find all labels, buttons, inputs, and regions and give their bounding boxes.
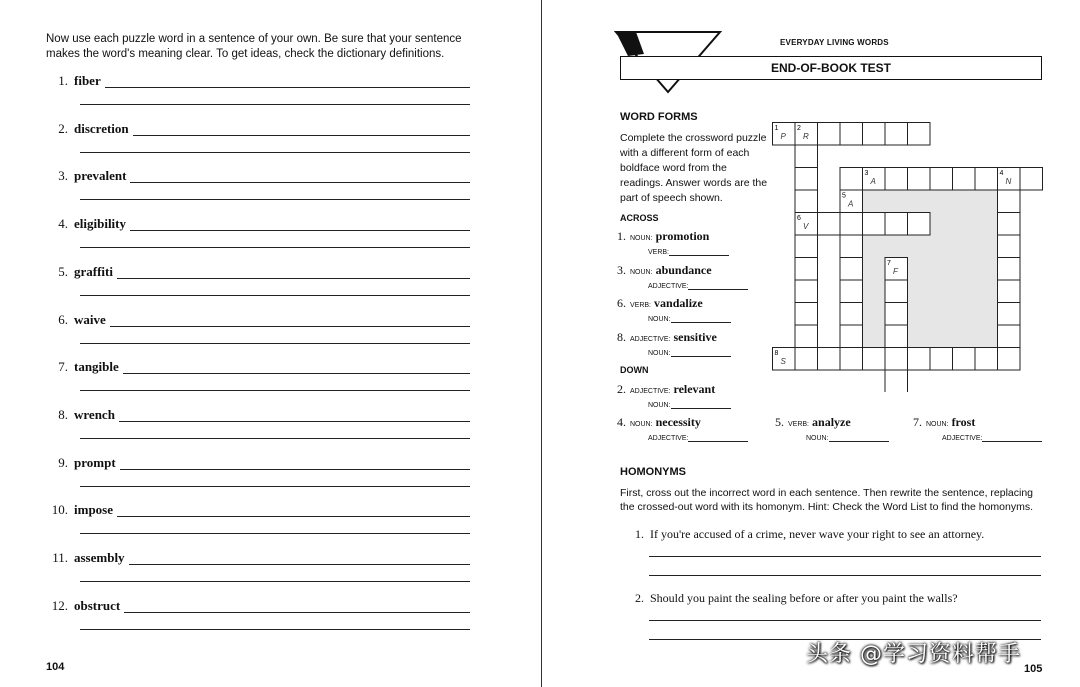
crossword-cell[interactable] bbox=[840, 123, 863, 146]
crossword-cell[interactable] bbox=[930, 168, 953, 191]
answer-line[interactable] bbox=[74, 516, 470, 517]
crossword-cell[interactable] bbox=[930, 348, 953, 371]
item-number: 6. bbox=[58, 311, 68, 327]
item-number: 11. bbox=[52, 550, 68, 565]
item-word: wrench bbox=[74, 407, 119, 423]
cell-letter: F bbox=[893, 267, 898, 276]
crossword-cell[interactable] bbox=[840, 213, 863, 236]
word-forms-heading: WORD FORMS bbox=[620, 111, 698, 123]
test-title: END-OF-BOOK TEST bbox=[620, 56, 1042, 80]
cell-number: 5 bbox=[842, 192, 846, 200]
item-word: graffiti bbox=[74, 264, 117, 280]
item-number: 2. bbox=[58, 120, 68, 136]
crossword-cell[interactable] bbox=[908, 213, 931, 236]
answer-line[interactable] bbox=[80, 104, 470, 105]
cell-number: 1 bbox=[774, 125, 779, 132]
crossword-cell[interactable] bbox=[998, 235, 1021, 258]
crossword-cell[interactable] bbox=[885, 280, 908, 303]
crossword-cell[interactable] bbox=[998, 348, 1021, 371]
cell-letter: A bbox=[870, 177, 876, 186]
sentence-item bbox=[48, 456, 470, 496]
down-heading: DOWN bbox=[620, 365, 649, 375]
answer-line[interactable] bbox=[74, 182, 470, 183]
answer-line[interactable] bbox=[74, 135, 470, 136]
crossword-cell[interactable] bbox=[998, 280, 1021, 303]
sentence-item bbox=[48, 265, 470, 305]
crossword-cell[interactable] bbox=[885, 325, 908, 348]
crossword-clue: 1. NOUN: promotion bbox=[617, 229, 710, 243]
item-word: assembly bbox=[74, 550, 129, 566]
crossword-cell[interactable] bbox=[1020, 168, 1043, 191]
answer-line[interactable] bbox=[80, 438, 470, 439]
clue-answer-line[interactable]: NOUN: bbox=[648, 348, 731, 357]
crossword-cell[interactable] bbox=[795, 145, 818, 168]
crossword-cell[interactable] bbox=[975, 348, 998, 371]
item-number: 8. bbox=[58, 406, 68, 422]
crossword-cell[interactable] bbox=[795, 190, 818, 213]
item-word: prevalent bbox=[74, 168, 130, 184]
sentence-item bbox=[48, 313, 470, 353]
page-number-left: 104 bbox=[46, 661, 65, 673]
answer-line[interactable] bbox=[74, 469, 470, 470]
across-heading: ACROSS bbox=[620, 213, 659, 223]
watermark: 头条 @学习资料帮手 bbox=[806, 642, 1021, 667]
item-number: 10. bbox=[51, 502, 68, 518]
answer-line[interactable] bbox=[74, 326, 470, 327]
crossword-cell[interactable] bbox=[863, 348, 886, 371]
eyebrow: EVERYDAY LIVING WORDS bbox=[780, 38, 889, 47]
crossword-cell[interactable] bbox=[818, 213, 841, 236]
sentence-item bbox=[48, 551, 470, 591]
cell-letter: A bbox=[848, 199, 854, 209]
cell-number: 3 bbox=[864, 170, 869, 177]
crossword-clue: 5. VERB: analyze bbox=[775, 415, 851, 429]
crossword-cell[interactable] bbox=[840, 325, 863, 348]
crossword-cell[interactable] bbox=[795, 303, 818, 326]
crossword-cell[interactable] bbox=[998, 258, 1021, 281]
crossword-cell[interactable] bbox=[953, 168, 976, 191]
answer-line[interactable] bbox=[80, 295, 470, 296]
crossword-cell[interactable] bbox=[885, 123, 908, 146]
crossword-cell[interactable] bbox=[998, 190, 1021, 213]
cell-number: 7 bbox=[887, 260, 891, 267]
crossword-clue: 8. ADJECTIVE: sensitive bbox=[617, 330, 717, 344]
answer-line[interactable] bbox=[80, 152, 470, 153]
crossword-cell[interactable] bbox=[998, 325, 1021, 348]
item-number: 4. bbox=[58, 216, 68, 232]
answer-line[interactable] bbox=[74, 612, 470, 613]
crossword-cell[interactable] bbox=[908, 168, 931, 191]
crossword-cell[interactable] bbox=[795, 258, 818, 281]
crossword-cell[interactable] bbox=[908, 123, 931, 146]
crossword-cell[interactable] bbox=[840, 168, 863, 191]
crossword-cell[interactable] bbox=[795, 235, 818, 258]
clue-answer-line[interactable]: ADJECTIVE: bbox=[648, 433, 748, 442]
answer-line[interactable] bbox=[649, 556, 1041, 557]
clue-answer-line[interactable]: VERB: bbox=[648, 247, 729, 256]
right-page bbox=[542, 0, 1080, 687]
homonym-question-1: 1. If you're accused of a crime, never wave your right to see an attorney. bbox=[635, 527, 985, 541]
cell-number: 2 bbox=[797, 125, 801, 132]
cell-letter: V bbox=[803, 222, 809, 231]
item-word: discretion bbox=[74, 121, 133, 137]
clue-answer-line[interactable]: ADJECTIVE: bbox=[942, 433, 1042, 442]
crossword-clue: 6. VERB: vandalize bbox=[617, 296, 703, 310]
answer-line[interactable] bbox=[80, 247, 470, 248]
crossword-cell[interactable] bbox=[818, 123, 841, 146]
sentence-item bbox=[48, 169, 470, 209]
crossword-cell[interactable] bbox=[840, 348, 863, 371]
crossword-cell[interactable] bbox=[863, 123, 886, 146]
clue-answer-line[interactable]: NOUN: bbox=[806, 433, 889, 442]
crossword-cell[interactable] bbox=[818, 348, 841, 371]
crossword-cell[interactable] bbox=[840, 235, 863, 258]
item-word: impose bbox=[74, 502, 117, 518]
cell-number: 8 bbox=[774, 350, 779, 357]
crossword-cell[interactable] bbox=[998, 213, 1021, 236]
crossword-cell[interactable] bbox=[795, 280, 818, 303]
item-word: waive bbox=[74, 312, 110, 328]
item-word: fiber bbox=[74, 73, 105, 89]
crossword-cell[interactable] bbox=[885, 348, 908, 371]
crossword-cell[interactable] bbox=[953, 348, 976, 371]
word-forms-description: Complete the crossword puzzle with a different form of each boldface word from the readings. Answer words are the part of speech shown. bbox=[620, 132, 768, 204]
crossword-cell[interactable] bbox=[885, 303, 908, 326]
item-number: 12. bbox=[51, 597, 68, 613]
item-word: prompt bbox=[74, 455, 120, 471]
cell-number: 4 bbox=[999, 170, 1004, 177]
cell-letter: N bbox=[1005, 177, 1012, 186]
homonym-question-2: 2. Should you paint the sealing before or after you paint the walls? bbox=[635, 591, 958, 605]
answer-line[interactable] bbox=[74, 230, 470, 231]
answer-line[interactable] bbox=[80, 343, 470, 344]
crossword-clue: 2. ADJECTIVE: relevant bbox=[617, 382, 716, 396]
crossword-cell[interactable] bbox=[998, 303, 1021, 326]
item-number: 3. bbox=[58, 168, 68, 184]
crossword-cell[interactable] bbox=[795, 168, 818, 191]
sentence-item bbox=[48, 122, 470, 162]
answer-line[interactable] bbox=[649, 620, 1041, 621]
homonyms-description: First, cross out the incorrect word in each sentence. Then rewrite the sentence, replacing the crossed-out word with its homonym. Hint: Check the Word List to find the homonyms. bbox=[620, 487, 1034, 513]
item-word: eligibility bbox=[74, 216, 130, 232]
crossword-cell[interactable] bbox=[863, 213, 886, 236]
crossword-clue: 7. NOUN: frost bbox=[913, 415, 976, 429]
cell-letter: R bbox=[803, 132, 809, 141]
answer-line[interactable] bbox=[74, 564, 470, 565]
clue-answer-line[interactable]: NOUN: bbox=[648, 400, 731, 409]
sentence-item bbox=[48, 217, 470, 257]
crossword-cell[interactable] bbox=[885, 370, 908, 392]
crossword-cell[interactable] bbox=[795, 348, 818, 371]
answer-line[interactable] bbox=[74, 87, 470, 88]
answer-line[interactable] bbox=[80, 390, 470, 391]
crossword-cell[interactable] bbox=[840, 280, 863, 303]
sentence-item bbox=[48, 360, 470, 400]
crossword-grid[interactable] bbox=[772, 122, 1044, 392]
crossword-clue: 4. NOUN: necessity bbox=[617, 415, 701, 429]
crossword-cell[interactable] bbox=[795, 325, 818, 348]
page-number-right: 105 bbox=[1024, 663, 1043, 675]
item-word: tangible bbox=[74, 359, 123, 375]
answer-line[interactable] bbox=[80, 581, 470, 582]
answer-line[interactable] bbox=[80, 199, 470, 200]
item-number: 9. bbox=[58, 454, 68, 470]
crossword-cell[interactable] bbox=[885, 168, 908, 191]
answer-line[interactable] bbox=[80, 629, 470, 630]
crossword-cell[interactable] bbox=[975, 168, 998, 191]
sentence-item bbox=[48, 74, 470, 114]
item-number: 1. bbox=[58, 73, 68, 88]
answer-line[interactable] bbox=[649, 575, 1041, 576]
crossword-cell[interactable] bbox=[840, 303, 863, 326]
item-number: 7. bbox=[58, 359, 68, 375]
answer-line[interactable] bbox=[74, 278, 470, 279]
answer-line[interactable] bbox=[80, 486, 470, 487]
homonyms-heading: HOMONYMS bbox=[620, 466, 686, 478]
cell-letter: P bbox=[780, 132, 786, 141]
crossword-clue: 3. NOUN: abundance bbox=[617, 263, 712, 277]
answer-line[interactable] bbox=[80, 533, 470, 534]
sentence-item bbox=[48, 408, 470, 448]
clue-answer-line[interactable]: ADJECTIVE: bbox=[648, 281, 748, 290]
item-number: 5. bbox=[58, 263, 68, 279]
answer-line[interactable] bbox=[74, 421, 470, 422]
cell-number: 6 bbox=[797, 215, 801, 222]
sentence-item bbox=[48, 503, 470, 543]
sentence-item bbox=[48, 599, 470, 639]
crossword-cell[interactable] bbox=[908, 348, 931, 371]
answer-line[interactable] bbox=[74, 373, 470, 374]
crossword-cell[interactable] bbox=[840, 258, 863, 281]
cell-letter: S bbox=[780, 357, 786, 366]
instructions: Now use each puzzle word in a sentence of your own. Be sure that your sentence makes the word's meaning clear. To get ideas, check the dictionary definitions. bbox=[46, 33, 462, 60]
crossword-cell[interactable] bbox=[885, 213, 908, 236]
item-word: obstruct bbox=[74, 598, 124, 614]
clue-answer-line[interactable]: NOUN: bbox=[648, 314, 731, 323]
